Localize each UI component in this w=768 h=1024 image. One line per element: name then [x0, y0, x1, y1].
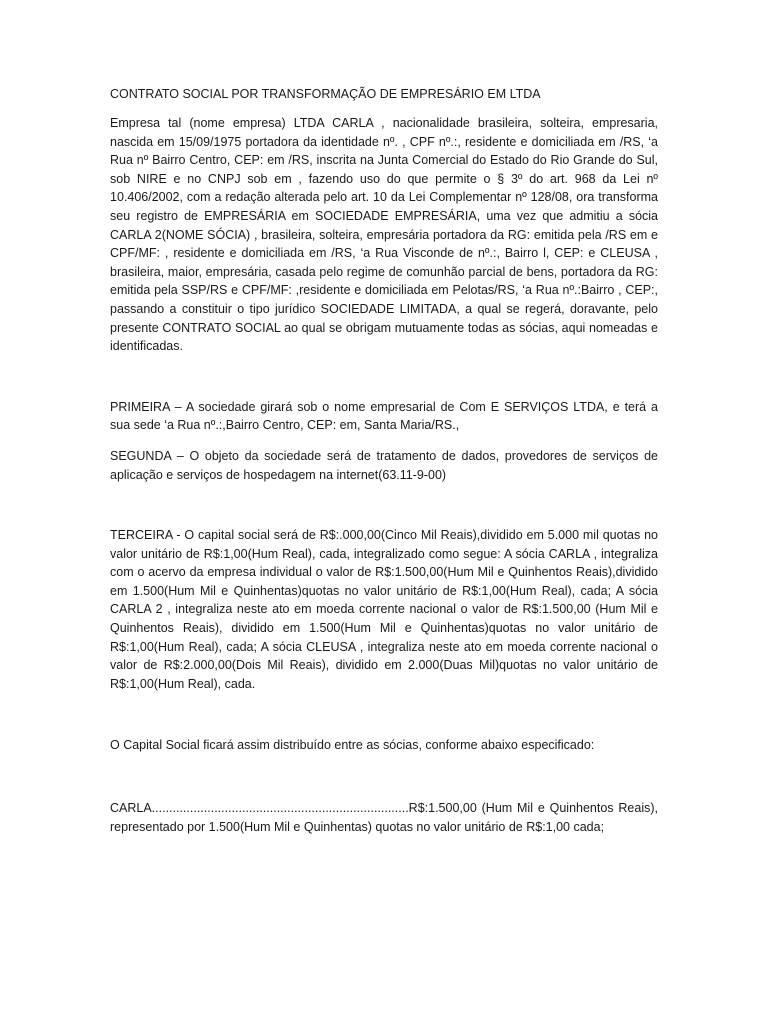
document-page [110, 86, 658, 836]
capital-distribution-intro: O Capital Social ficará assim distribuído entre as sócias, conforme abaixo especificado: [110, 738, 595, 753]
clause-primeira: PRIMEIRA – A sociedade girará sob o nome empresarial de Com E SERVIÇOS LTDA, e terá a sua sede ‘a Rua nº.:,Bairro Centro, CEP: em, Santa Maria/RS., [110, 399, 658, 433]
clause-segunda: SEGUNDA – O objeto da sociedade será de tratamento de dados, provedores de serviços de aplicação e serviços de hospedagem na internet(63.11-9-00) [110, 448, 658, 482]
document-title: CONTRATO SOCIAL POR TRANSFORMAÇÃO DE EMPRESÁRIO EM LTDA [110, 87, 541, 101]
intro-paragraph: Empresa tal (nome empresa) LTDA CARLA , nacionalidade brasileira, solteira, empresaria, nascida em 15/09/1975 portadora da identidade nº. , CPF nº.:, residente e domiciliada em /RS, ‘a Rua nº Bairro Centro, CEP: em /RS, inscrita na Junta Comercial do Estado do Rio Grande do Sul, sob NIRE e no CNPJ sob em , fazendo uso do que permite o § 3º do art. 968 da Lei nº 10.406/2002, com a redação alterada pelo art. 10 da Lei Complementar nº 128/08, ora transforma seu registro de EMPRESÁRIA em SOCIEDADE EMPRESÁRIA, uma vez que admitiu a sócia CARLA 2(NOME SÓCIA) , brasileira, solteira, empresária portadora da RG: emitida pela /RS em e CPF/MF: , residente e domiciliada em /RS, ‘a Rua Visconde de nº.:, Bairro l, CEP: e CLEUSA , brasileira, maior, empresária, casada pelo regime de comunhão parcial de bens, portadora da RG: emitida pela SSP/RS e CPF/MF: ,residente e domiciliada em Pelotas/RS, ‘a Rua nº.:Bairro , CEP:, passando a constituir o tipo jurídico SOCIEDADE LIMITADA, a qual se regerá, doravante, pelo presente CONTRATO SOCIAL ao qual se obrigam mutuamente todas as sócias, aqui nomeadas e identificadas. [110, 116, 658, 354]
partner-carla-share: CARLA..........................................................................R$:1.500,00 (Hum Mil e Quinhentos Reais), representado por 1.500(Hum Mil e Quinhentas) quotas no valor unitário de R$:1,00 cada; [110, 801, 658, 834]
clause-terceira: TERCEIRA - O capital social será de R$:.000,00(Cinco Mil Reais),dividido em 5.000 mil quotas no valor unitário de R$:1,00(Hum Real), cada, integralizado como segue: A sócia CARLA , integraliza com o acervo da empresa individual o valor de R$:1.500,00(Hum Mil e Quinhentos Reais),dividido em 1.500(Hum Mil e Quinhentas)quotas no valor unitário de R$:1,00(Hum Real), cada; A sócia CARLA 2 , integraliza neste ato em moeda corrente nacional o valor de R$:1.500,00 (Hum Mil e Quinhentos Reais), dividido em 1.500(Hum Mil e Quinhentas)quotas no valor unitário de R$:1,00(Hum Real), cada; A sócia CLEUSA , integraliza neste ato em moeda corrente nacional o valor de R$:2.000,00(Dois Mil Reais), dividido em 2.000(Duas Mil)quotas no valor unitário de R$:1,00(Hum Real), cada. [110, 528, 658, 691]
